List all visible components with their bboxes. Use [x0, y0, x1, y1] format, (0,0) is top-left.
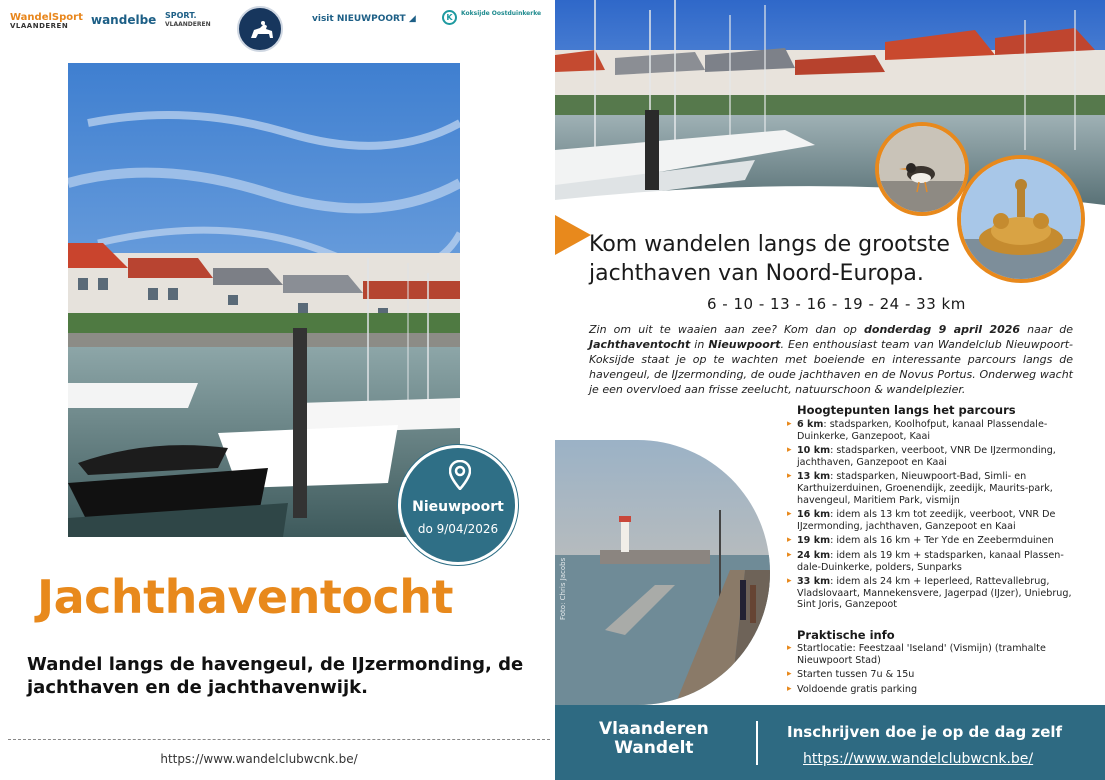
event-title: Jachthaventocht [37, 570, 453, 624]
footer-bar [555, 705, 1105, 780]
highlights-title: Hoogtepunten langs het parcours [797, 403, 1016, 417]
photo-credit: Foto: Chris Jacobs [559, 557, 567, 620]
highlight-km: 10 km [797, 445, 831, 457]
location-badge [398, 445, 518, 565]
sport-vlaanderen-logo [165, 11, 211, 29]
wandelsport-logo-text: WandelSport [10, 12, 83, 23]
highlight-km: 13 km [797, 471, 831, 483]
sport-logo-text: SPORT. [165, 11, 197, 20]
highlights-list [787, 419, 1077, 614]
intro-paragraph [589, 322, 1073, 397]
left-page [0, 0, 550, 780]
badge-date: do 9/04/2026 [417, 522, 499, 536]
sport-logo-sub: VLAANDEREN [165, 21, 211, 28]
intro-text-1: Zin om uit te waaien aan zee? Kom dan op [589, 323, 865, 336]
highlight-km: 24 km [797, 549, 831, 561]
practical-item: ▸ Voldoende gratis parking [787, 684, 1077, 696]
highlight-item [787, 471, 1077, 506]
highlight-text: : idem als 19 km + stadsparken, kanaal Plassen-dale-Duinkerke, polders, Sunparks [797, 549, 1064, 573]
logo-line-1: Vlaanderen [599, 719, 709, 739]
highlight-text: : idem als 16 km + Ter Yde en Zeebermduinen [830, 535, 1054, 547]
visit-nieuwpoort-logo: visit NIEUWPOORT ◢ [312, 14, 416, 24]
visit-prefix: visit [312, 14, 334, 24]
koksijde-logo [443, 10, 542, 22]
highlight-text: : idem als 13 km tot zeedijk, veerboot, VNR De IJzermonding, jachthaven, Ganzepoot en Kaai [797, 509, 1056, 532]
practical-item: ▸ Starten tussen 7u & 15u [787, 669, 1077, 681]
highlight-item [787, 576, 1077, 611]
event-subtitle: Wandel langs de havengeul, de IJzermonding, de jachthaven en de jachthavenwijk. [27, 654, 524, 698]
highlight-item [787, 509, 1077, 532]
intro-date: donderdag 9 april 2026 [864, 323, 1021, 336]
highlight-item [787, 550, 1077, 573]
koksijde-k-icon: K [442, 10, 457, 25]
highlight-item [787, 419, 1077, 442]
map-pin-icon [449, 460, 471, 490]
footer-separator [756, 721, 758, 765]
visit-name: NIEUWPOORT [336, 14, 406, 24]
marina-photo [68, 63, 460, 537]
horse-rider-icon [248, 20, 276, 42]
highlight-text: : stadsparken, Koolhofput, kanaal Plassendale-Duinkerke, Ganzepoot, Kaai [797, 419, 1048, 442]
sponsor-logo-bar [0, 4, 550, 54]
badge-city: Nieuwpoort [412, 499, 504, 515]
highlight-item [787, 445, 1077, 468]
practical-item: ▸ Startlocatie: Feestzaal 'Iseland' (Vismijn) (tramhalte Nieuwpoort Stad) [787, 643, 1077, 666]
highlight-km: 19 km [797, 535, 831, 547]
intro-text-4: . Een enthousiast team van Wandelclub Nieuwpoort-Koksijde staat je op te wachten met boeiende en interessante parcours langs de havengeul, de IJzermonding, de oude jachthaven en de Novus Portus. Onderweg wacht je een overvloed aan frisse zeelucht, natuurschoon & wandelplezier. [589, 338, 1074, 396]
wandelclub-seal-logo [237, 6, 283, 52]
wandelsport-logo-sub: VLAANDEREN [10, 22, 69, 30]
right-page [555, 0, 1105, 780]
practical-info-list [787, 643, 1077, 698]
intro-text-2: naar de [1020, 323, 1074, 336]
intro-event: Jachthaventocht [589, 338, 691, 351]
koksijde-logo-text: Koksijde Oostduinkerke [461, 10, 542, 17]
highlight-text: : stadsparken, Nieuwpoort-Bad, Simli- en Karthuizerduinen, Groenendijk, zeedijk, Maurits-park, havengeul, Maritiem Park, vismijn [797, 471, 1053, 506]
orange-triangle-marker [555, 215, 591, 255]
logo-line-2: Wandelt [614, 738, 694, 758]
highlight-text: : idem als 24 km + Ieperleed, Rattevallebrug, Vladslovaart, Mannekensvere, Jagerpad (IJzer), Uniebrug, Sint Joris, Ganzepoot [797, 576, 1072, 611]
wandelbe-logo: wandelbe [91, 13, 157, 27]
highlight-text: : stadsparken, veerboot, VNR De IJzermonding, jachthaven, Ganzepoot en Kaai [797, 445, 1056, 468]
website-link-right[interactable]: https://www.wandelclubwcnk.be/ [803, 751, 1034, 767]
dashed-divider [8, 739, 550, 740]
vlaanderen-wandelt-logo [599, 720, 709, 758]
intro-text-3: in [690, 338, 709, 351]
website-link-left[interactable]: https://www.wandelclubwcnk.be/ [160, 752, 358, 766]
highlight-km: 6 km [797, 419, 824, 430]
registration-text: Inschrijven doe je op de dag zelf [787, 723, 1063, 741]
bird-photo-circle [875, 122, 969, 216]
pier-lighthouse-photo [555, 440, 770, 705]
intro-city: Nieuwpoort [708, 338, 781, 351]
distances-list: 6 - 10 - 13 - 16 - 19 - 24 - 33 km [707, 295, 966, 313]
highlight-km: 16 km [797, 509, 831, 521]
highlight-km: 33 km [797, 576, 831, 588]
practical-info-title: Praktische info [797, 628, 895, 642]
wandelsport-logo [10, 13, 83, 31]
headline: Kom wandelen langs de grootste jachthaven van Noord-Europa. [589, 232, 950, 286]
highlight-item [787, 535, 1077, 547]
